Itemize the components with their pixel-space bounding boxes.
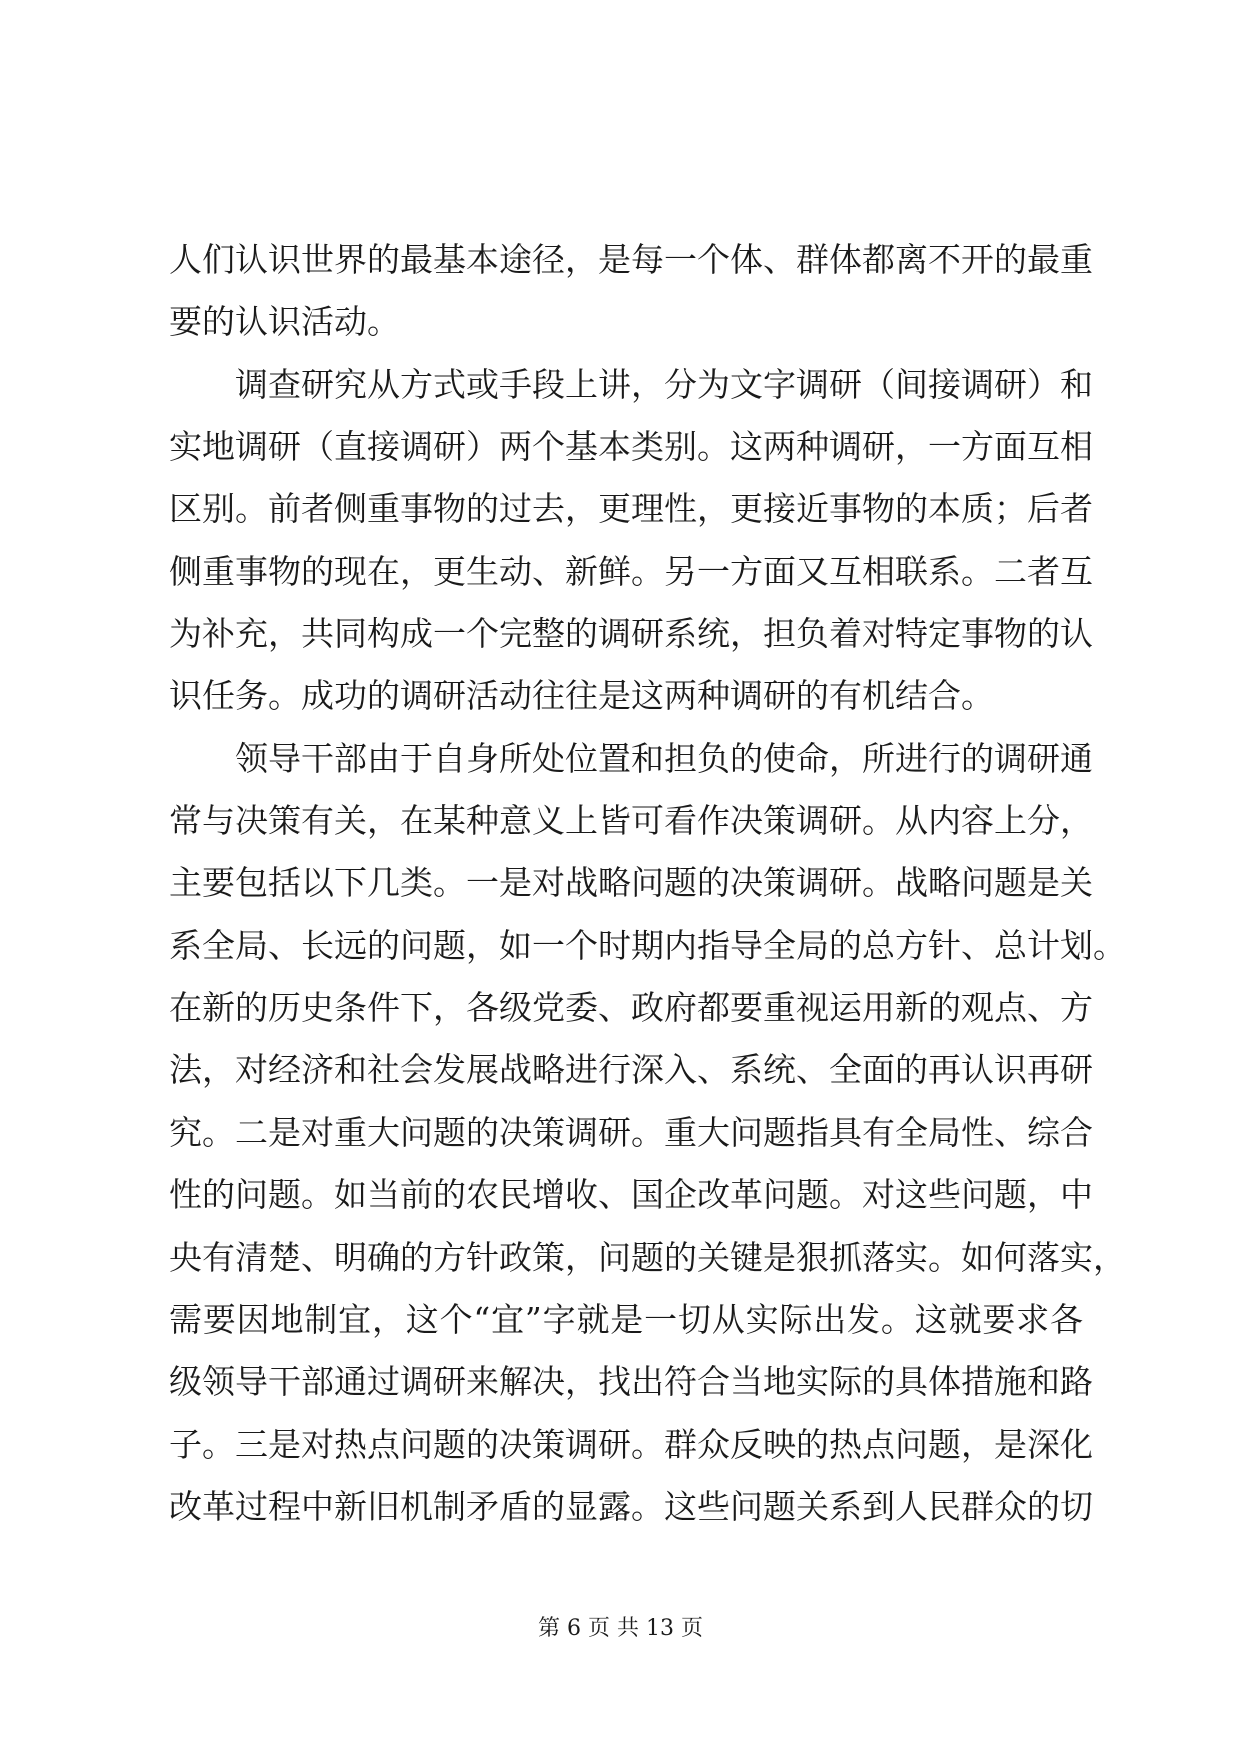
paragraph-2-line-2: 实地调研（直接调研）两个基本类别。这两种调研，一方面互相 <box>169 427 1093 467</box>
paragraph-3-line-5: 在新的历史条件下，各级党委、政府都要重视运用新的观点、方 <box>169 988 1093 1028</box>
page-footer <box>0 1614 1241 1644</box>
paragraph-3-line-4: 系全局、长远的问题，如一个时期内指导全局的总方针、总计划。 <box>169 925 1126 965</box>
paragraph-1-line-1: 人们认识世界的最基本途径，是每一个体、群体都离不开的最重 <box>169 240 1093 279</box>
paragraph-1-line-2: 要的认识活动。 <box>169 302 400 342</box>
paragraph-3-line-9: 央有清楚、明确的方针政策，问题的关键是狠抓落实。如何落实， <box>169 1237 1126 1277</box>
paragraph-2-line-3: 区别。前者侧重事物的过去，更理性，更接近事物的本质；后者 <box>169 489 1093 529</box>
paragraph-3-line-1: 领导干部由于自身所处位置和担负的使命，所进行的调研通 <box>235 738 1093 778</box>
page-number-label: 第 6 页 共 13 页 <box>538 1616 703 1641</box>
paragraph-3-line-7: 究。二是对重大问题的决策调研。重大问题指具有全局性、综合 <box>169 1112 1093 1152</box>
paragraph-3-line-12: 子。三是对热点问题的决策调研。群众反映的热点问题，是深化 <box>169 1424 1093 1464</box>
paragraph-3-line-6: 法，对经济和社会发展战略进行深入、系统、全面的再认识再研 <box>169 1050 1093 1090</box>
paragraph-2-line-4: 侧重事物的现在，更生动、新鲜。另一方面又互相联系。二者互 <box>169 551 1093 591</box>
paragraph-2-line-1: 调查研究从方式或手段上讲，分为文字调研（间接调研）和 <box>235 364 1093 404</box>
paragraph-3-line-13: 改革过程中新旧机制矛盾的显露。这些问题关系到人民群众的切 <box>169 1486 1093 1526</box>
paragraph-3-line-11: 级领导干部通过调研来解决，找出符合当地实际的具体措施和路 <box>169 1362 1093 1402</box>
document-body <box>169 229 1126 1538</box>
paragraph-3-line-3: 主要包括以下几类。一是对战略问题的决策调研。战略问题是关 <box>169 863 1093 903</box>
paragraph-2-line-5: 为补充，共同构成一个完整的调研系统，担负着对特定事物的认 <box>169 614 1093 654</box>
paragraph-3-line-10: 需要因地制宜，这个“宜”字就是一切从实际出发。这就要求各 <box>169 1299 1083 1339</box>
paragraph-2-line-6: 识任务。成功的调研活动往往是这两种调研的有机结合。 <box>169 676 994 716</box>
paragraph-3-line-2: 常与决策有关，在某种意义上皆可看作决策调研。从内容上分， <box>169 801 1093 841</box>
paragraph-3-line-8: 性的问题。如当前的农民增收、国企改革问题。对这些问题，中 <box>169 1175 1093 1215</box>
